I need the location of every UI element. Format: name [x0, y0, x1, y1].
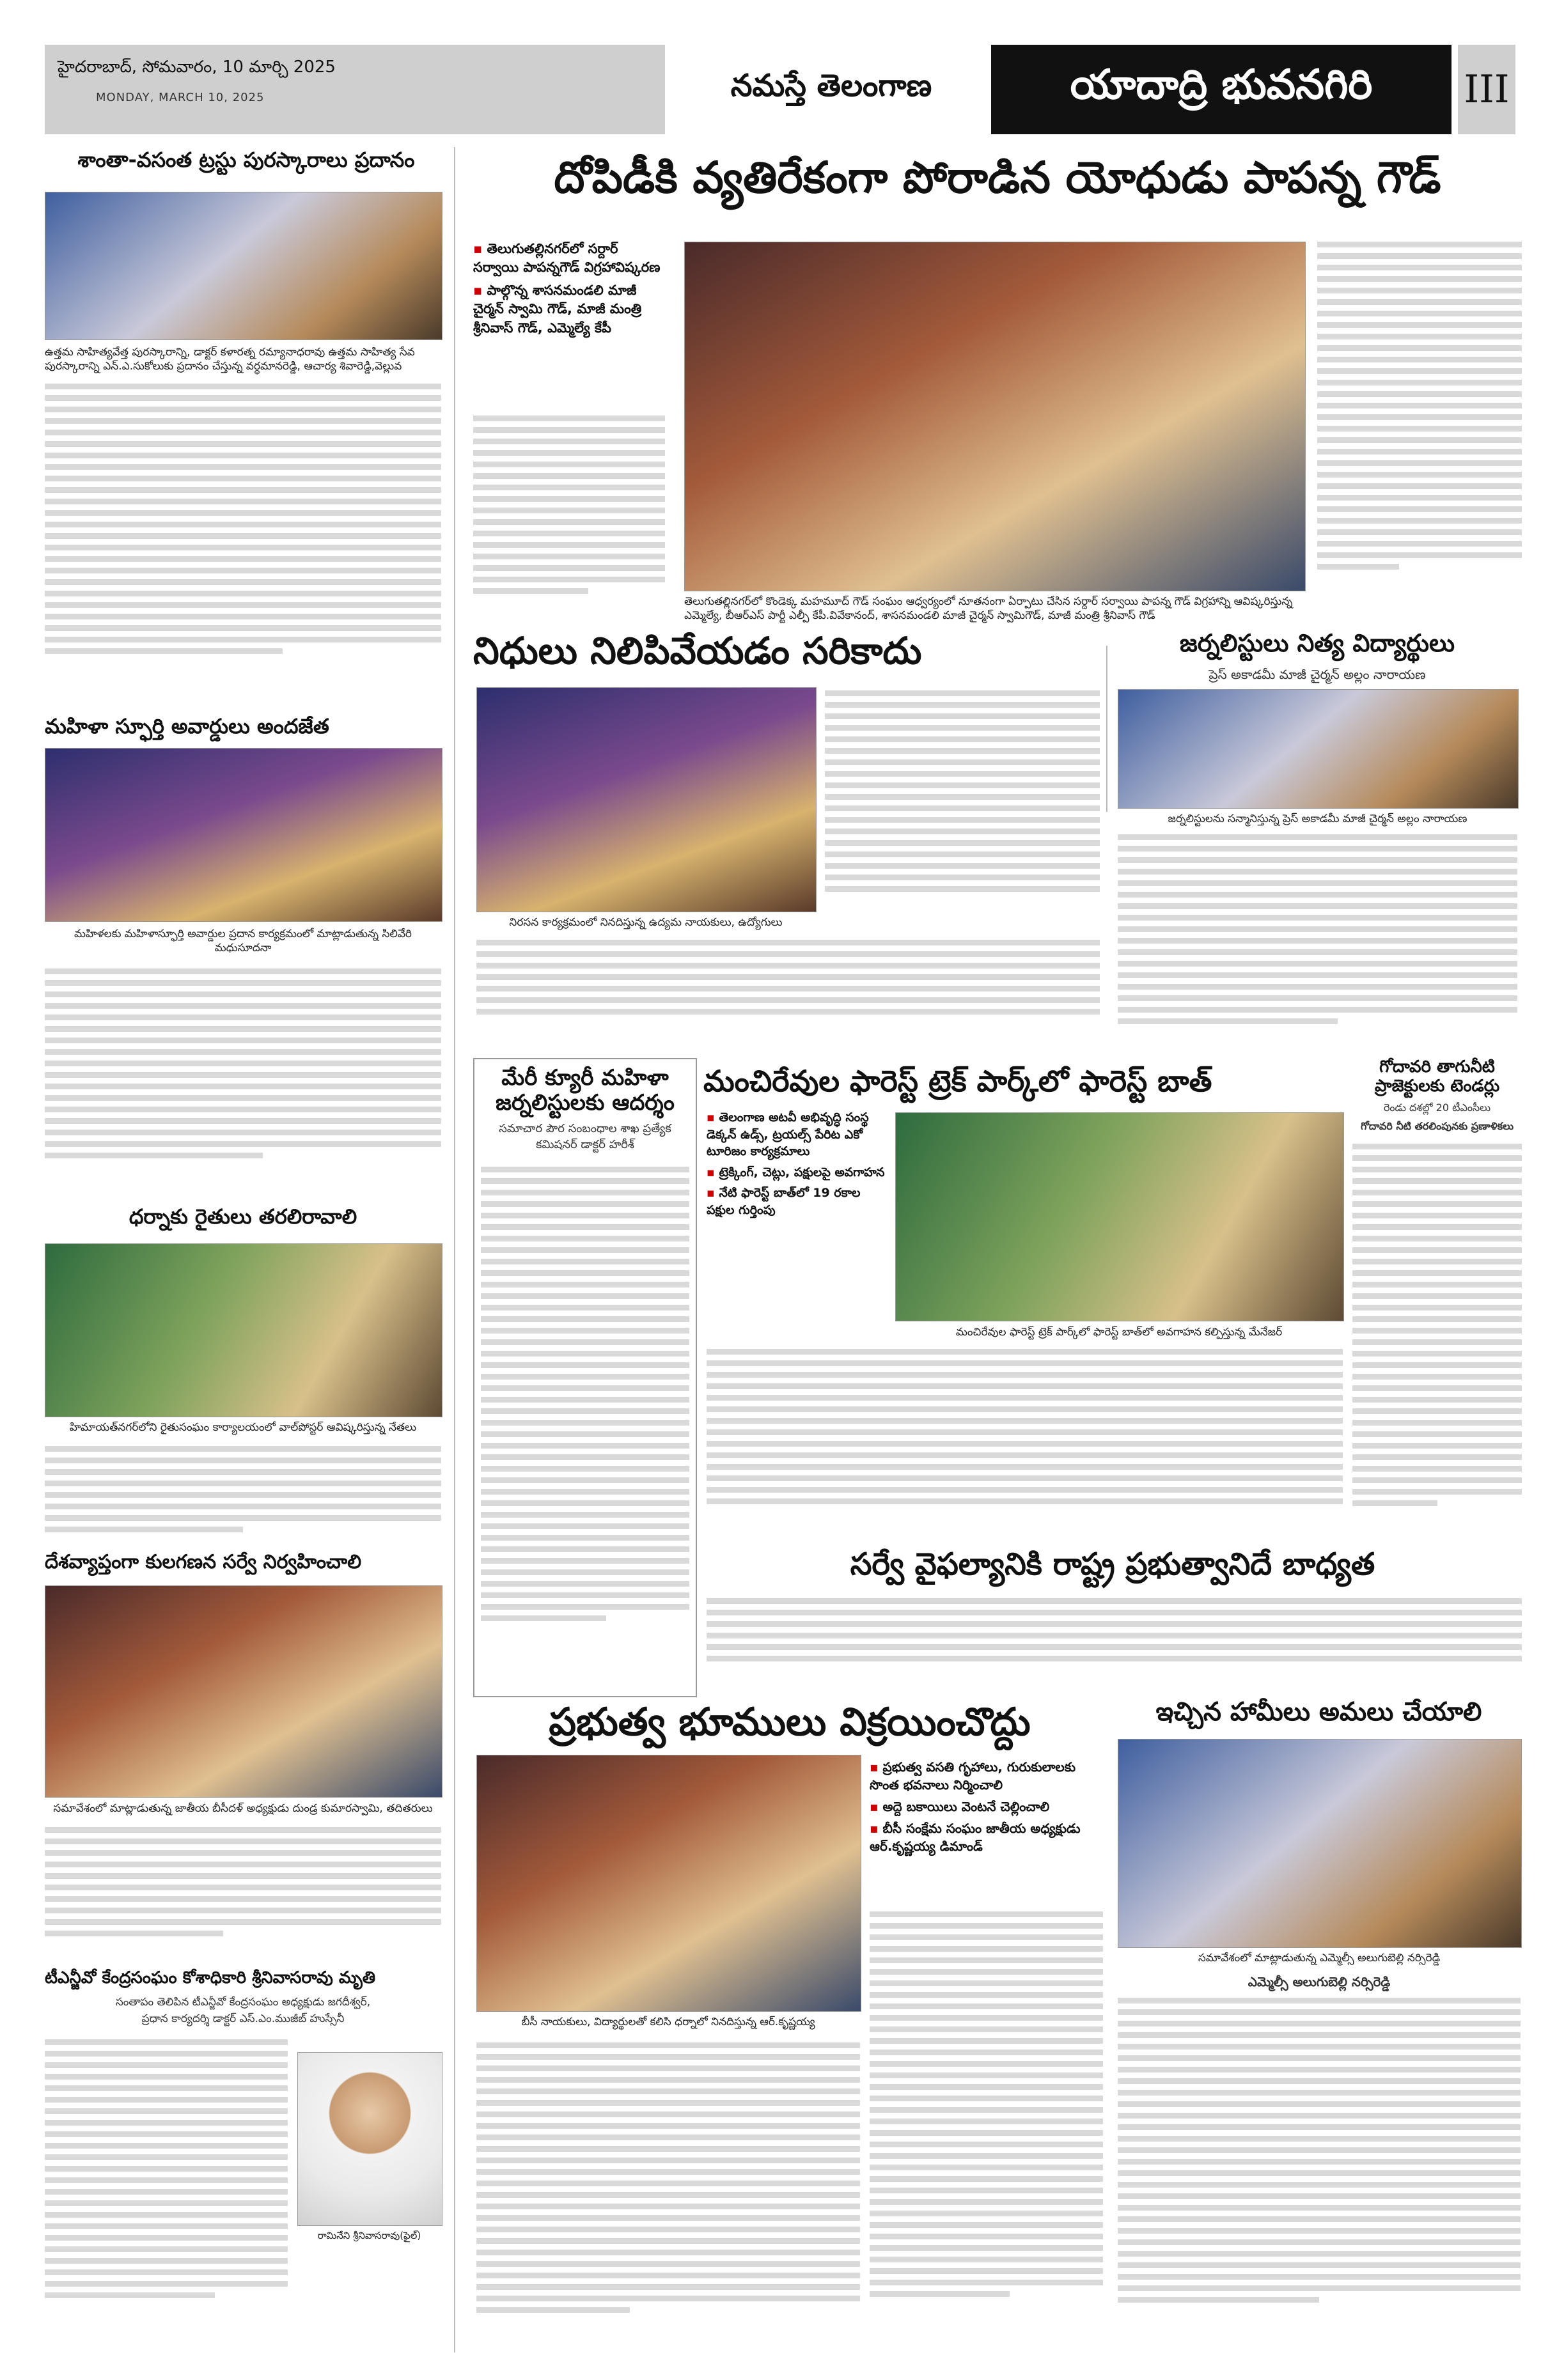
headline-mahila-sphoorthi: మహిళా స్ఫూర్తి అవార్డులు అందజేత [45, 714, 329, 738]
headline-godavari: గోదావరి తాగునీటి ప్రాజెక్టులకు టెండర్లు [1374, 1057, 1500, 1096]
caption-farmers-poster: హిమాయత్‌నగర్‌లోని రైతుసంఘం కార్యాలయంలో వాల్‌పోస్టర్ ఆవిష్కరిస్తున్న నేతలు [69, 1421, 417, 1434]
article-body-bhoomulu-left [476, 2042, 860, 2349]
article-body-papanna-left [473, 416, 665, 620]
photo-bc-dharna [476, 1755, 861, 2012]
article-body-dharna [45, 1446, 441, 1542]
box-godavari [1352, 1058, 1522, 1595]
bullet-papanna-2: ▪ పాల్గొన్న శాసనమండలి మాజీ చైర్మన్ స్వామి గౌడ్, మాజీ మంత్రి శ్రీనివాస్ గౌడ్, ఎమ్మెల్యే కేపీ [473, 281, 665, 338]
bullet-bhoomulu-3: ▪ బీసీ సంక్షేమ సంఘం జాతీయ అధ్యక్షుడు ఆర్.కృష్ణయ్య డిమాండ్ [870, 1819, 1103, 1855]
date-telugu: హైదరాబాద్, సోమవారం, 10 మార్చి 2025 [58, 58, 336, 77]
bullets-forest-bath [707, 1109, 886, 1223]
headline-nidhulu: నిధులు నిలిపివేయడం సరికాదు [473, 629, 922, 673]
article-body-marie-curie [481, 1167, 689, 1621]
headline-dharna: ధర్నాకు రైతులు తరలిరావాలి [129, 1204, 357, 1229]
article-body-tngo [45, 2039, 288, 2340]
article-body-survey [707, 1598, 1522, 1688]
column-divider-left [454, 147, 455, 2353]
caption-mlc-meeting: సమావేశంలో మాట్లాడుతున్న ఎమ్మెల్సీ అలుగుబెల్లి నర్సిరెడ్డి [1198, 1952, 1441, 1964]
subhead-tngo-2: ప్రధాన కార్యదర్శి డాక్టర్ ఎస్.ఎం.ముజీబ్ హుస్సేనీ [141, 2012, 345, 2025]
photo-protest [476, 687, 817, 912]
article-body-mahila [45, 968, 441, 1199]
article-body-nidhulu-right [825, 690, 1100, 927]
bullet-bhoomulu-1: ▪ ప్రభుత్వ వసతి గృహాలు, గురుకులాలకు సొంత భవనాలు నిర్మించాలి [870, 1758, 1103, 1794]
caption-bc-dharna: బీసీ నాయకులు, విద్యార్థులతో కలిసి ధర్నాలో నినదిస్తున్న ఆర్.కృష్ణయ్య [521, 2016, 815, 2028]
photo-mlc-meeting [1118, 1739, 1522, 1948]
photo-women-awards [45, 748, 442, 922]
article-body-godavari [1352, 1144, 1522, 1506]
masthead-date-panel [45, 45, 665, 134]
headline-kulaganana: దేశవ్యాప్తంగా కులగణన సర్వే నిర్వహించాలి [45, 1551, 362, 1573]
bullet-forest-3: ▪ నేటి ఫారెస్ట్ బాత్‌లో 19 రకాల పక్షుల గుర్తింపు [707, 1185, 886, 1218]
photo-journalists-felicitation [1118, 689, 1519, 809]
portrait-srinivasa-rao [297, 2052, 442, 2226]
caption-caste-census: సమావేశంలో మాట్లాడుతున్న జాతీయ బీసీదళ్ అధ్యక్షుడు దుండ్ర కుమారస్వామి, తదితరులు [53, 1802, 433, 1815]
subhead-godavari: రెండు దశల్లో 20 టీఎంసీలు [1383, 1101, 1491, 1114]
headline-tngo-obituary: టీఎన్జీవో కేంద్రసంఘం కోశాధికారి శ్రీనివాసరావు మృతి [45, 1968, 376, 1987]
article-body-forest-bath [707, 1349, 1343, 1541]
bullet-papanna-1: ▪ తెలుగుతల్లినగర్‌లో సర్దార్ సర్వాయి పాపన్నగౌడ్ విగ్రహావిష్కరణ [473, 240, 665, 277]
brand-name: నమస్తే తెలంగాణ [730, 68, 932, 104]
caption-journalists: జర్నలిస్టులను సన్మానిస్తున్న ప్రెస్ అకాడమీ మాజీ చైర్మన్ అల్లం నారాయణ [1168, 813, 1467, 825]
headline-papanna-goud: దోపిడీకి వ్యతిరేకంగా పోరాడిన యోధుడు పాపన్న గౌడ్ [554, 153, 1441, 203]
headline-forest-bath: మంచిరేవుల ఫారెస్ట్ ట్రెక్ పార్క్‌లో ఫారెస్ట్ బాత్ [703, 1064, 1212, 1098]
subhead-godavari-2: గోదావరి నీటి తరలింపునకు ప్రణాళికలు [1361, 1119, 1514, 1132]
photo-farmers-poster [45, 1243, 442, 1417]
photo-statue-unveiling [684, 242, 1306, 591]
headline-marie-curie: మేరీ క్యూరీ మహిళా జర్నలిస్టులకు ఆదర్శం [496, 1065, 675, 1116]
date-english: MONDAY, MARCH 10, 2025 [96, 91, 265, 104]
article-body-bhoomulu-right [870, 1911, 1103, 2346]
caption-portrait: రామినేని శ్రీనివాసరావు(ఫైల్) [317, 2230, 421, 2241]
headline-hamilu: ఇచ్చిన హామీలు అమలు చేయాలి [1155, 1697, 1482, 1727]
bullet-bhoomulu-2: ▪ అద్దె బకాయిలు వెంటనే చెల్లించాలి [870, 1798, 1103, 1816]
photo-caste-census-meeting [45, 1585, 442, 1798]
box-marie-curie [473, 1058, 697, 1697]
article-body-hamilu [1118, 1998, 1521, 2349]
photo-forest-bath [895, 1112, 1344, 1321]
page-number: III [1458, 45, 1515, 134]
article-body-nidhulu-bottom [476, 940, 1100, 1042]
article-body-journalists [1118, 834, 1517, 1045]
edition-name: యాదాద్రి భువనగిరి [991, 45, 1451, 134]
bullet-forest-2: ▪ ట్రెక్కింగ్, చెట్లు, పక్షులపై అవగాహన [707, 1164, 886, 1181]
headline-shanta-vasantha: శాంతా-వసంత ట్రస్టు పురస్కారాలు ప్రదానం [77, 148, 415, 172]
headline-survey: సర్వే వైఫల్యానికి రాష్ట్ర ప్రభుత్వానిదే బాధ్యత [850, 1546, 1375, 1582]
caption-protest: నిరసన కార్యక్రమంలో నినదిస్తున్న ఉద్యమ నాయకులు, ఉద్యోగులు [509, 916, 783, 929]
masthead [45, 45, 1515, 134]
bullet-forest-1: ▪ తెలంగాణ అటవీ అభివృద్ధి సంస్థ డెక్కన్ ఉడ్స్, ట్రయల్స్ పేరిట ఎకో టూరిజం కార్యక్రమాలు [707, 1109, 886, 1160]
subhead-tngo-1: సంతాపం తెలిపిన టీఎన్జీవో కేంద్రసంఘం అధ్యక్షుడు జగదీశ్వర్, [115, 1996, 371, 2009]
subhead-marie-curie: సమాచార పౌర సంబంధాల శాఖ ప్రత్యేక కమిషనర్ డాక్టర్ హరీశ్ [499, 1122, 671, 1152]
bullets-bhoomulu [870, 1758, 1103, 1859]
headline-journalists: జర్నలిస్టులు నిత్య విద్యార్థులు [1179, 629, 1455, 657]
caption-award-ceremony: ఉత్తమ సాహిత్యవేత్త పురస్కారాన్ని, డాక్టర్ కళారత్న రమ్యానాధరావు ఉత్తమ సాహిత్య సేవ పురస్కారాన్ని ఎన్.ఎ.సుకోలుకు ప్రదానం చేస్తున్న వర్ధమానరెడ్డి, ఆచార్య శివారెడ్డి,వెల్లువ [45, 346, 415, 373]
caption-statue-unveiling: తెలుగుతల్లినగర్‌లో కొండెక్క మహమూద్ గౌడ్ సంఘం ఆధ్వర్యంలో నూతనంగా ఏర్పాటు చేసిన సర్దార్ సర్వాయి పాపన్న గౌడ్ విగ్రహాన్ని ఆవిష్కరిస్తున్న ఎమ్మెల్యే, బీఆర్ఎస్ పార్టీ ఎల్పీ కేపీ.వివేకానంద్, శాసనమండలి మాజీ చైర్మన్ స్వామిగౌడ్, మాజీ మంత్రి శ్రీనివాస్ గౌడ్ [684, 595, 1293, 623]
subhead-journalists: ప్రెస్ అకాడమీ మాజీ చైర్మన్ అల్లం నారాయణ [1209, 667, 1426, 682]
column-divider [1106, 646, 1107, 812]
caption-forest-bath: మంచిరేవుల ఫారెస్ట్ ట్రెక్ పార్క్‌లో ఫారెస్ట్ బాత్‌లో అవగాహన కల్పిస్తున్న మేనేజర్ [955, 1326, 1283, 1339]
caption-women-awards: మహిళలకు మహిళాస్ఫూర్తి అవార్డుల ప్రదాన కార్యక్రమంలో మాట్లాడుతున్న సిలివేరి మధుసూదనా [74, 928, 412, 955]
article-body-papanna-right [1317, 242, 1522, 612]
article-body-kulaganana [45, 1827, 441, 1955]
bullets-papanna [473, 240, 665, 341]
article-body-shanta [45, 384, 441, 703]
headline-bhoomulu: ప్రభుత్వ భూములు విక్రయించొద్దు [549, 1700, 1031, 1745]
photo-award-ceremony [45, 192, 442, 340]
subhead-hamilu: ఎమ్మెల్సీ అలుగుబెల్లి నర్సిరెడ్డి [1248, 1974, 1391, 1989]
